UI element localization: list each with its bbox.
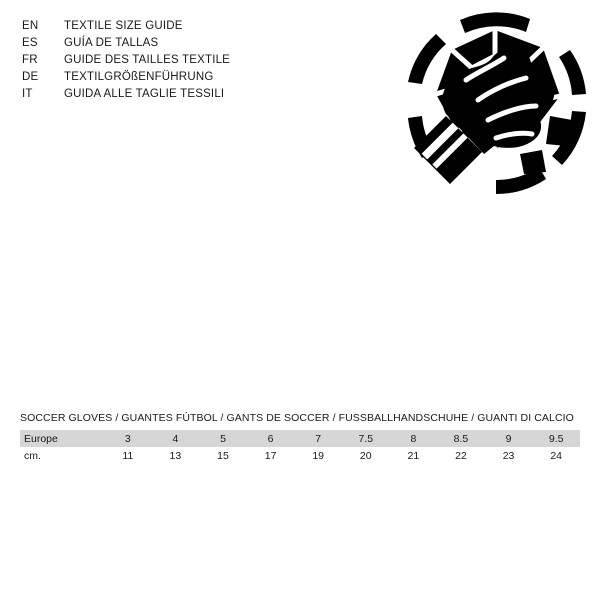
table-cell: 7.5 <box>342 430 390 447</box>
table-cell: 8.5 <box>437 430 485 447</box>
table-cell: 6 <box>247 430 295 447</box>
table-cell: 9.5 <box>532 430 580 447</box>
legend-row <box>22 52 230 69</box>
size-table-section <box>20 412 580 464</box>
legend-row <box>22 69 230 86</box>
row-label: Europe <box>20 430 104 447</box>
table-cell: 21 <box>390 447 438 464</box>
legend-row <box>22 18 230 35</box>
legend-language-text: GUIDE DES TAILLES TEXTILE <box>64 54 231 66</box>
table-row <box>20 447 580 464</box>
table-row <box>20 430 580 447</box>
table-cell: 13 <box>152 447 200 464</box>
table-cell: 17 <box>247 447 295 464</box>
size-table <box>20 430 580 464</box>
table-cell: 4 <box>152 430 200 447</box>
table-cell: 8 <box>390 430 438 447</box>
legend-language-text: TEXTILGRÖßENFÜHRUNG <box>64 71 214 83</box>
legend-language-code: ES <box>22 37 38 49</box>
table-cell: 19 <box>294 447 342 464</box>
legend-language-text: GUIDA ALLE TAGLIE TESSILI <box>64 88 225 100</box>
language-legend <box>22 18 230 103</box>
table-cell: 20 <box>342 447 390 464</box>
goalkeeper-glove-and-ball-icon <box>400 8 590 198</box>
row-label: cm. <box>20 447 104 464</box>
legend-row <box>22 35 230 52</box>
legend-language-code: EN <box>22 20 39 32</box>
table-cell: 7 <box>294 430 342 447</box>
table-cell: 5 <box>199 430 247 447</box>
legend-language-code: IT <box>22 88 33 100</box>
legend-language-text: TEXTILE SIZE GUIDE <box>64 20 183 32</box>
table-cell: 23 <box>485 447 533 464</box>
legend-language-text: GUÍA DE TALLAS <box>64 37 159 49</box>
table-cell: 9 <box>485 430 533 447</box>
table-cell: 22 <box>437 447 485 464</box>
legend-language-code: FR <box>22 54 38 66</box>
table-cell: 24 <box>532 447 580 464</box>
legend-language-code: DE <box>22 71 39 83</box>
table-cell: 3 <box>104 430 152 447</box>
size-table-title: SOCCER GLOVES / GUANTES FÚTBOL / GANTS DE SOCCER / FUSSBALLHANDSCHUHE / GUANTI DI CALCIO <box>20 412 574 424</box>
legend-row <box>22 86 230 103</box>
table-cell: 11 <box>104 447 152 464</box>
table-cell: 15 <box>199 447 247 464</box>
